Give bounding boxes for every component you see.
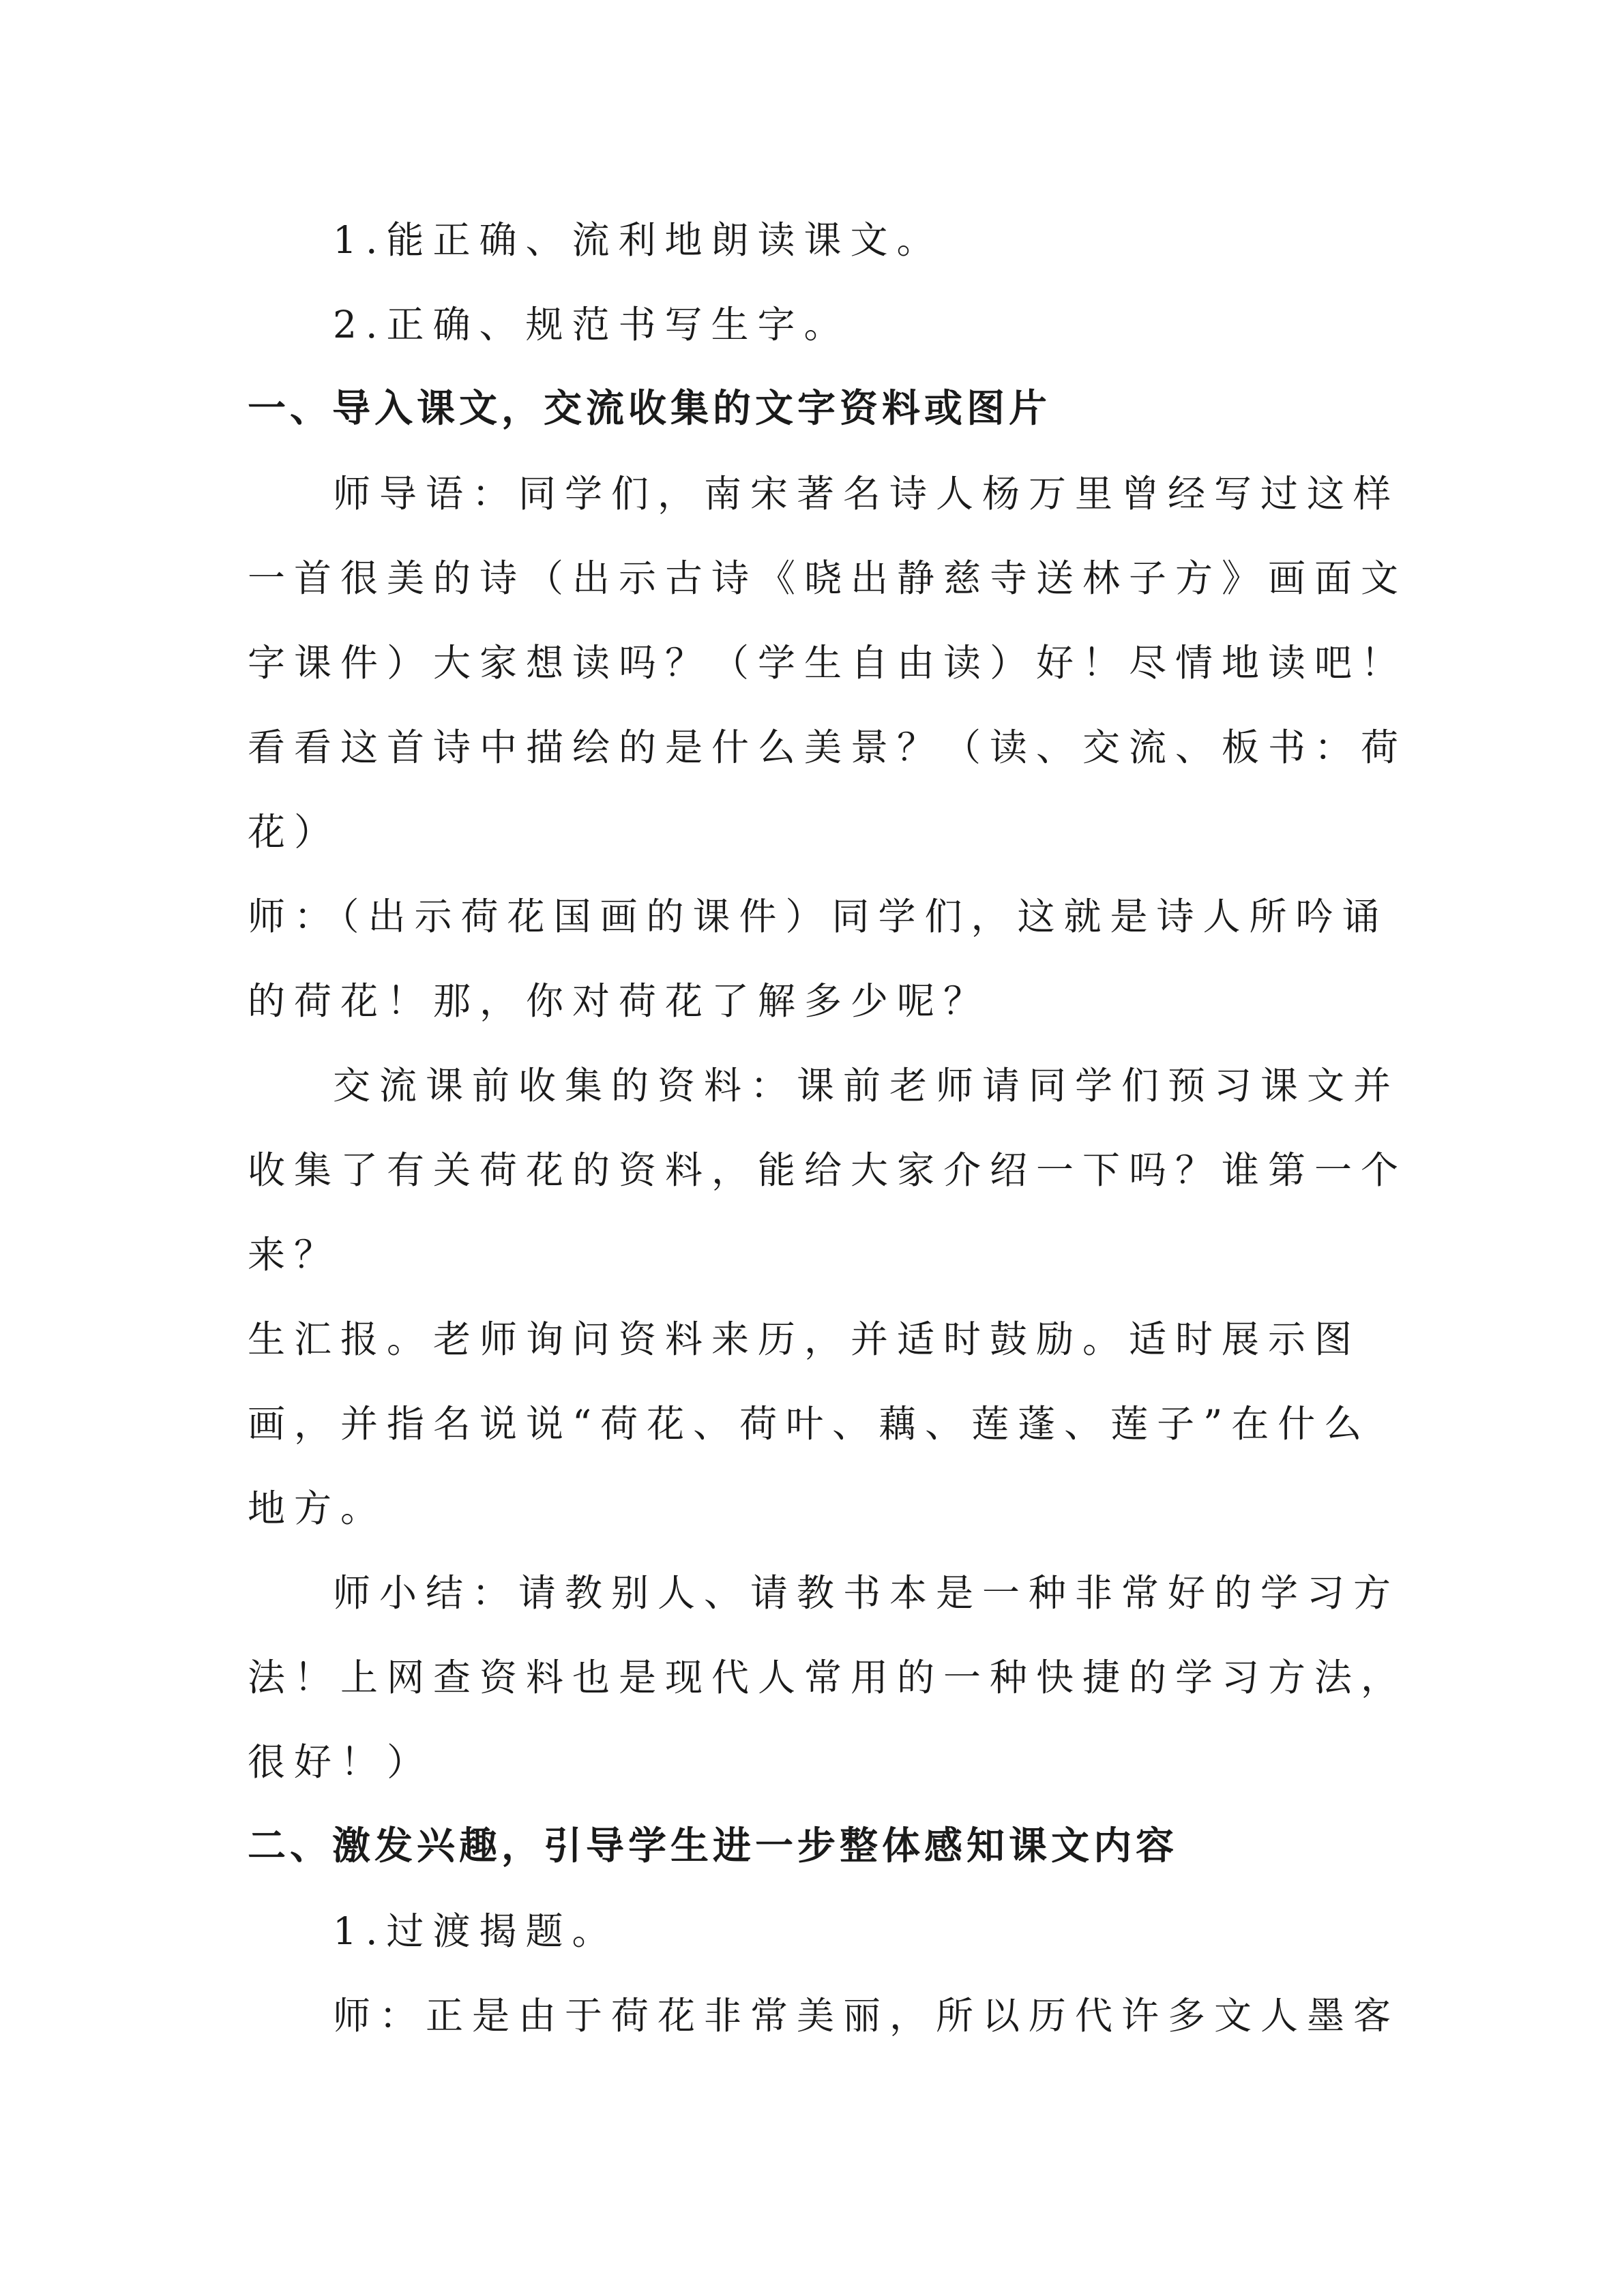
paragraph-line: 很好！）	[248, 1740, 434, 1784]
document-body	[248, 198, 1408, 2058]
paragraph-line: 法！上网查资料也是现代人常用的一种快捷的学习方法，	[248, 1656, 1408, 1699]
paragraph-line: 来？	[248, 1233, 341, 1277]
paragraph-line: 画，并指名说说“荷花、荷叶、藕、莲蓬、莲子”在什么	[248, 1402, 1371, 1446]
paragraph-line: 一首很美的诗（出示古诗《晓出静慈寺送林子方》画面文	[248, 556, 1408, 600]
objective-2: 2.正确、规范书写生字。	[333, 303, 851, 346]
paragraph-line: 字课件）大家想读吗？（学生自由读）好！尽情地读吧！	[248, 641, 1408, 685]
step-item-1: 1.过渡揭题。	[333, 1909, 619, 1953]
paragraph-line: 师导语：同学们，南宋著名诗人杨万里曾经写过这样	[333, 472, 1400, 516]
paragraph-line: 的荷花！那，你对荷花了解多少呢？	[248, 979, 990, 1023]
objective-1: 1.能正确、流利地朗读课文。	[333, 218, 943, 262]
paragraph-line: 看看这首诗中描绘的是什么美景？（读、交流、板书：荷	[248, 726, 1408, 769]
paragraph-line: 生汇报。老师询问资料来历，并适时鼓励。适时展示图	[248, 1317, 1361, 1361]
paragraph-line: 花）	[248, 810, 341, 854]
section-heading-1: 一、导入课文，交流收集的文字资料或图片	[248, 387, 1051, 431]
paragraph-line: 师小结：请教别人、请教书本是一种非常好的学习方	[333, 1571, 1400, 1615]
section-heading-2: 二、激发兴趣，引导学生进一步整体感知课文内容	[248, 1824, 1178, 1868]
paragraph-line: 师：正是由于荷花非常美丽，所以历代许多文人墨客	[333, 1994, 1400, 2038]
paragraph-line: 师：（出示荷花国画的课件）同学们，这就是诗人所吟诵	[248, 895, 1389, 938]
paragraph-line: 交流课前收集的资料：课前老师请同学们预习课文并	[333, 1064, 1400, 1107]
paragraph-line: 收集了有关荷花的资料，能给大家介绍一下吗？谁第一个	[248, 1148, 1408, 1192]
paragraph-line: 地方。	[248, 1487, 387, 1530]
